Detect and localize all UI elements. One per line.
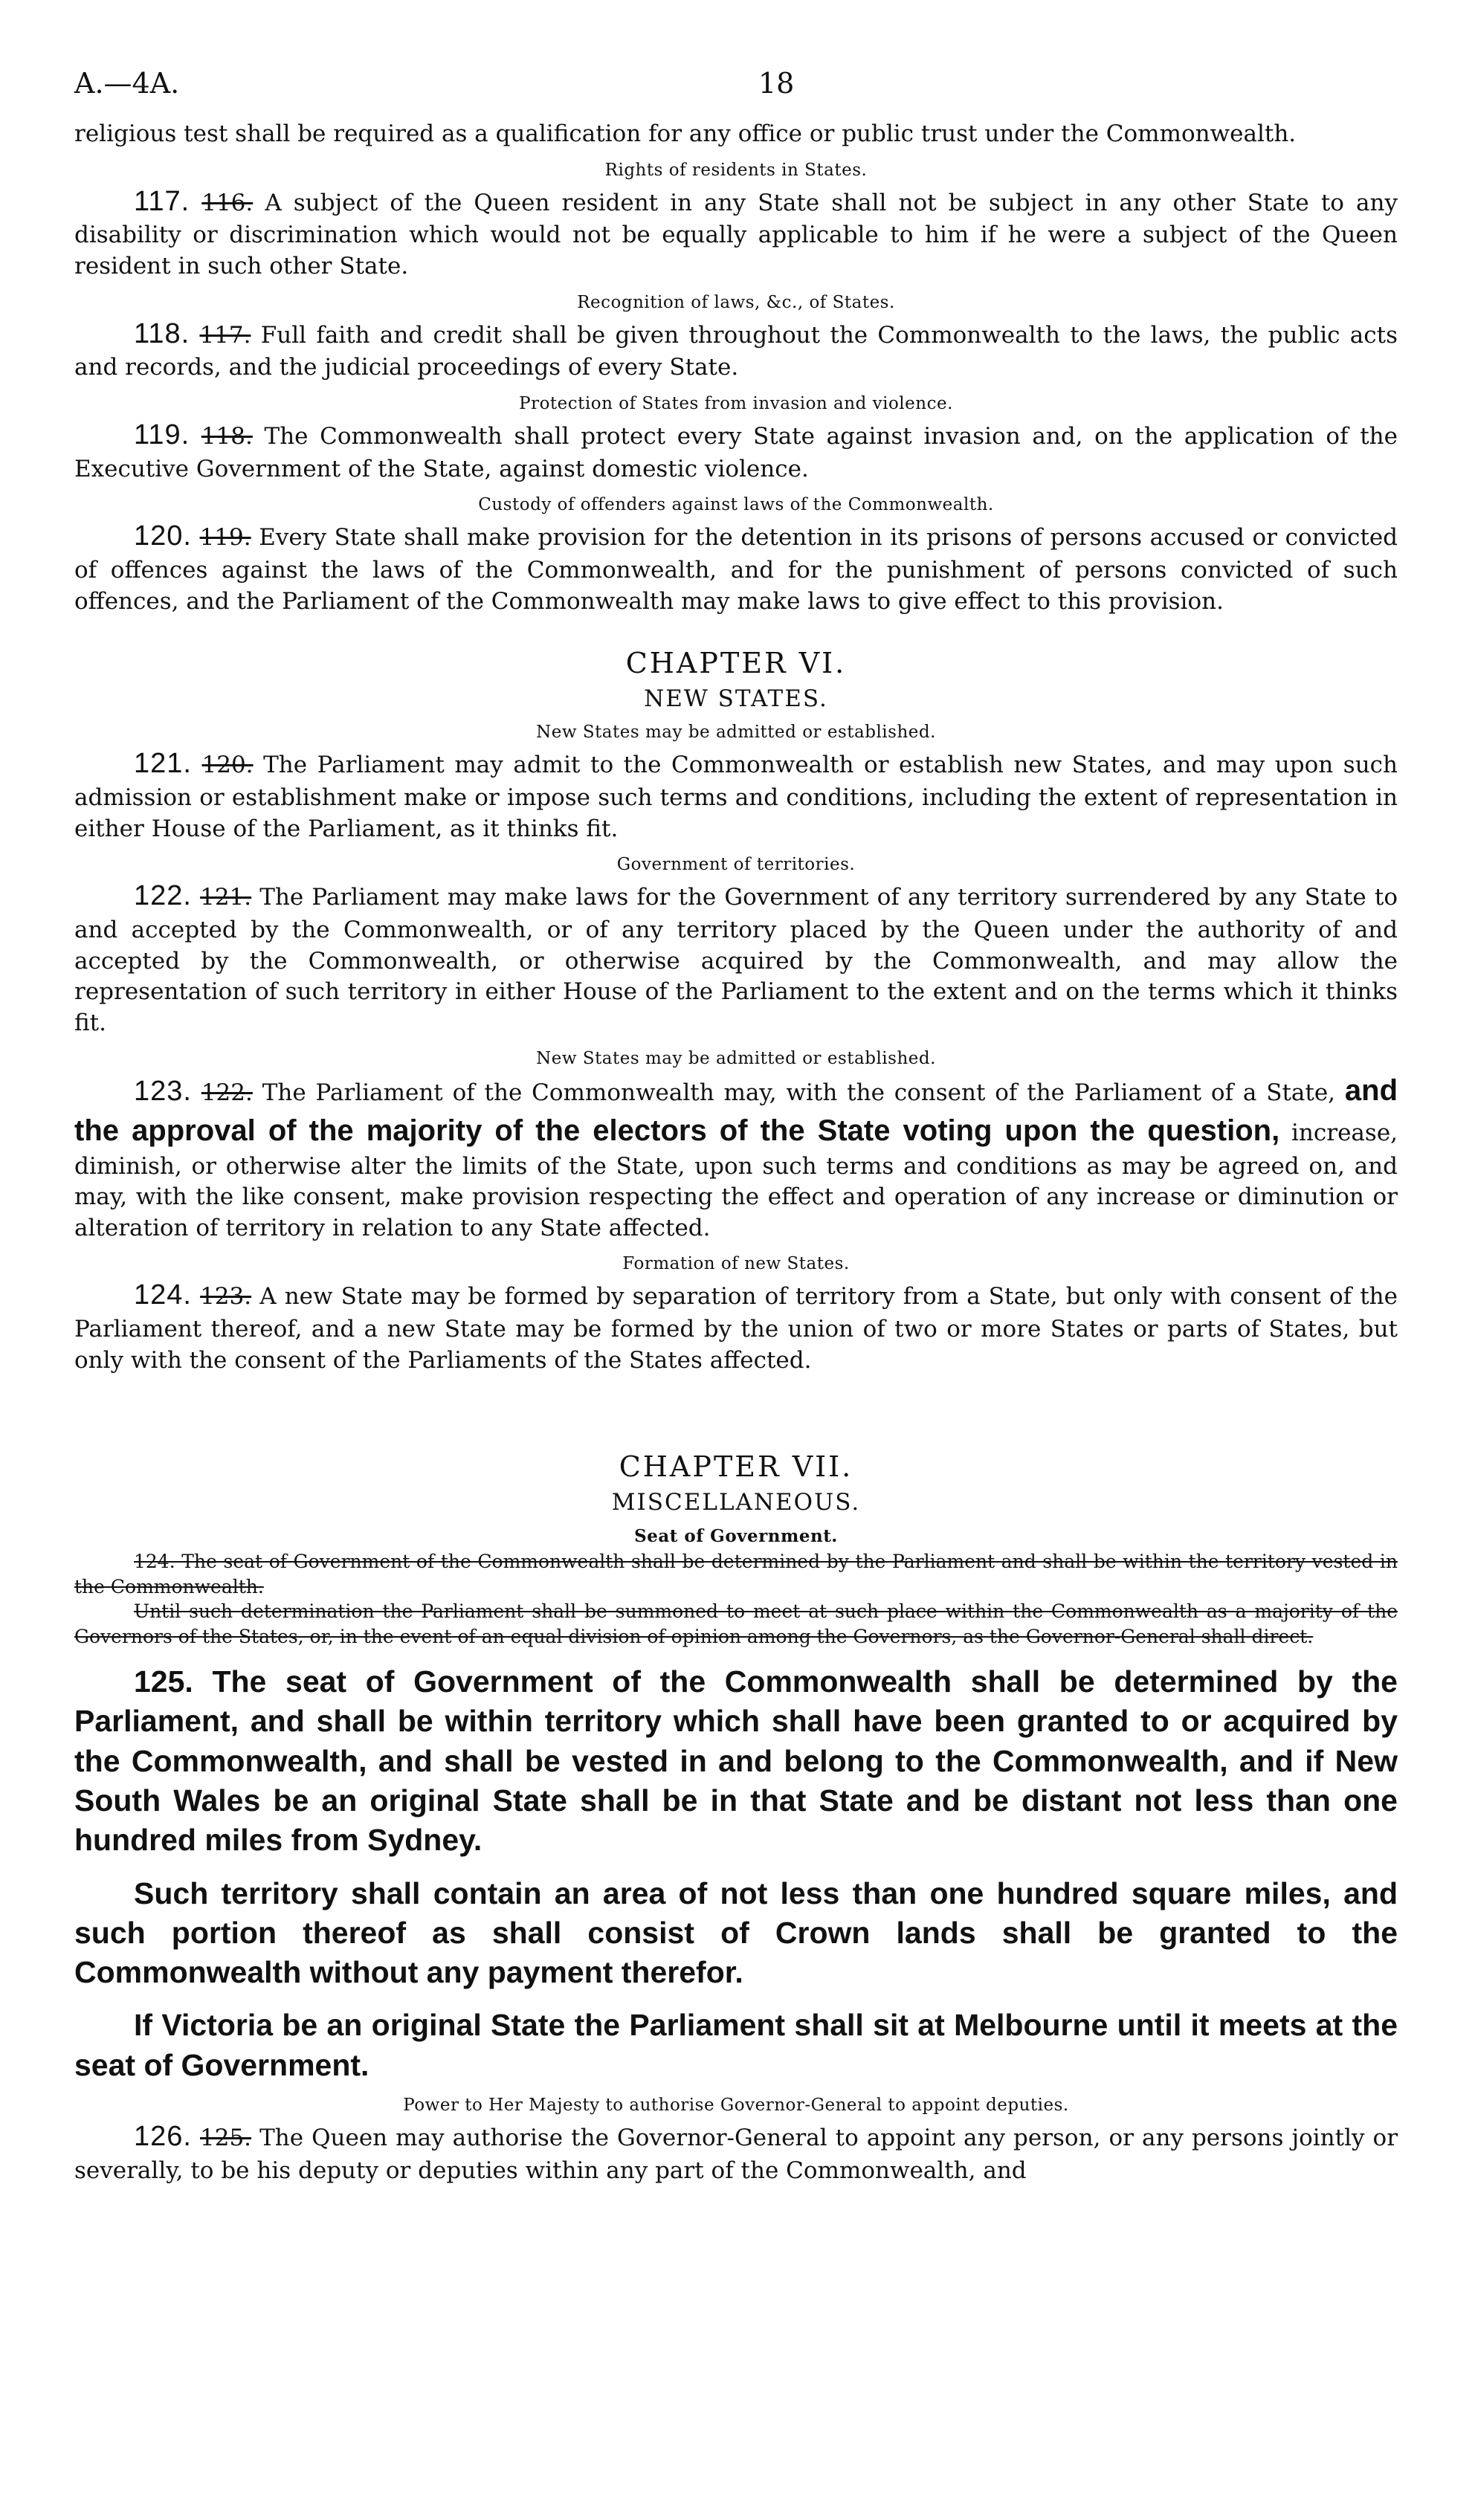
old-section-number: 116. bbox=[201, 189, 254, 216]
section-number: 122. bbox=[134, 880, 192, 912]
section-118 bbox=[74, 315, 1398, 384]
old-section-number: 118. bbox=[201, 422, 253, 450]
chapter-7-title: CHAPTER VII. bbox=[619, 1450, 853, 1484]
page-number: 18 bbox=[758, 67, 795, 100]
section-text-b: increase, diminish, or otherwise alter the limits of the State, upon such terms and conditions as may be agreed on, and may, with the like consent, make provision respecting the effect and operation of any increase or diminution or alteration of territory in relation to any State affected. bbox=[74, 1119, 1398, 1241]
section-124 bbox=[74, 1276, 1398, 1376]
section-125-paragraph-2: Such territory shall contain an area of not less than one hundred square miles, and such portion thereof as shall consist of Crown lands shall be granted to the Commonwealth without any payment therefor. bbox=[74, 1876, 1398, 1990]
marginal-note-121: New States may be admitted or established. bbox=[536, 723, 936, 743]
section-text: Every State shall make provision for the detention in its prisons of persons accused or convicted of offences against the laws of the Commonwealth, and for the punishment of persons convicted of such offences, and the Parliament of the Commonwealth may make laws to give effect to this provision. bbox=[74, 524, 1398, 615]
section-119 bbox=[74, 416, 1398, 485]
section-number: 121. bbox=[134, 748, 192, 780]
section-text: The Parliament may admit to the Commonwealth or establish new States, and may upon such admission or establishment make or impose such terms and conditions, including the extent of representation in either House of the Parliament, as it thinks fit. bbox=[74, 752, 1398, 842]
section-number: 123. bbox=[134, 1076, 192, 1108]
old-section-number: 121. bbox=[200, 884, 252, 911]
section-number: 118. bbox=[134, 317, 190, 349]
section-text: Full faith and credit shall be given throughout the Commonwealth to the laws, the public acts and records, and the judicial proceedings of every State. bbox=[74, 321, 1398, 381]
section-120 bbox=[74, 517, 1398, 617]
section-number: 117. bbox=[134, 185, 190, 217]
marginal-note-122: Government of territories. bbox=[616, 855, 856, 875]
document-code: A.—4A. bbox=[74, 67, 180, 100]
old-section-number: 125. bbox=[200, 2125, 252, 2152]
section-126 bbox=[74, 2118, 1398, 2186]
section-116-tail: religious test shall be required as a qualification for any office or public trust under the Commonwealth. bbox=[74, 120, 1297, 147]
section-text-a: The Parliament of the Commonwealth may, with the consent of the Parliament of a State, bbox=[262, 1079, 1336, 1107]
section-text: A subject of the Queen resident in any State shall not be subject in any other State to any disability or discrimination which would not be equally applicable to him if he were a subject of the Queen resident in such other State. bbox=[74, 189, 1398, 280]
struck-paragraph-1: 124. The seat of Government of the Commonwealth shall be determined by the Parliament and shall be within the territory vested in the Commonwealth. bbox=[74, 1551, 1398, 1597]
old-section-number: 120. bbox=[201, 752, 254, 779]
section-117 bbox=[74, 183, 1398, 282]
marginal-note-124: Formation of new States. bbox=[622, 1254, 850, 1274]
marginal-note-120: Custody of offenders against laws of the Commonwealth. bbox=[478, 495, 994, 515]
marginal-note-123: New States may be admitted or established. bbox=[536, 1049, 936, 1069]
document-page bbox=[74, 67, 1398, 2187]
section-125-paragraph-1: 125. The seat of Government of the Commonwealth shall be determined by the Parliament, and shall be within territory which shall have been granted to or acquired by the Commonwealth, and shall be vested in and belong to the Commonwealth, and if New South Wales be an original State shall be in that State and be distant not less than one hundred miles from Sydney. bbox=[74, 1664, 1398, 1858]
section-text: A new State may be formed by separation of territory from a State, but only with consent of the Parliament thereof, and a new State may be formed by the union of two or more States or parts of States, but only with the consent of the Parliaments of the States affected. bbox=[74, 1283, 1398, 1374]
section-text-amendment: and the approval of the majority of the electors of the State voting upon the question, bbox=[74, 1074, 1398, 1147]
section-text: The Queen may authorise the Governor-General to appoint any person, or any persons jointly or severally, to be his deputy or deputies within any part of the Commonwealth, and bbox=[74, 2125, 1398, 2184]
section-number: 124. bbox=[134, 1279, 192, 1311]
section-123 bbox=[74, 1071, 1398, 1244]
section-122 bbox=[74, 877, 1398, 1038]
section-125-paragraph-3: If Victoria be an original State the Parliament shall sit at Melbourne until it meets at the seat of Government. bbox=[74, 2008, 1398, 2082]
marginal-note-119: Protection of States from invasion and violence. bbox=[519, 393, 953, 413]
section-text: The Commonwealth shall protect every State against invasion and, on the application of the Executive Government of the State, against domestic violence. bbox=[74, 422, 1398, 482]
old-section-number: 119. bbox=[199, 524, 251, 552]
section-number: 119. bbox=[134, 419, 190, 450]
section-text: The Parliament may make laws for the Government of any territory surrendered by any State to and accepted by the Commonwealth, or of any territory placed by the Queen under the authority of and accepted by the Commonwealth, or otherwise acquired by the Commonwealth, and may allow the representation of such territory in either House of the Parliament to the extent and on the terms which it thinks fit. bbox=[74, 884, 1398, 1036]
old-section-number: 122. bbox=[201, 1079, 253, 1107]
marginal-note-125: Seat of Government. bbox=[634, 1526, 838, 1547]
marginal-note-126: Power to Her Majesty to authorise Governor-General to appoint deputies. bbox=[403, 2096, 1069, 2116]
old-section-number: 123. bbox=[200, 1283, 252, 1311]
section-121 bbox=[74, 745, 1398, 844]
chapter-6-title: CHAPTER VI. bbox=[625, 647, 847, 680]
section-number: 126. bbox=[134, 2121, 192, 2153]
marginal-note-118: Recognition of laws, &c., of States. bbox=[577, 292, 895, 312]
chapter-6-subtitle: NEW STATES. bbox=[644, 685, 828, 713]
chapter-7-subtitle: MISCELLANEOUS. bbox=[611, 1489, 861, 1516]
struck-paragraph-2: Until such determination the Parliament shall be summoned to meet at such place within the Commonwealth as a majority of the Governors of the States, or, in the event of an equal division of opinion among the Governors, as the Governor-General shall direct. bbox=[74, 1600, 1398, 1647]
marginal-note-117: Rights of residents in States. bbox=[604, 160, 868, 180]
old-section-number: 117. bbox=[199, 321, 251, 349]
section-number: 120. bbox=[134, 520, 192, 552]
page-header bbox=[74, 67, 1398, 119]
